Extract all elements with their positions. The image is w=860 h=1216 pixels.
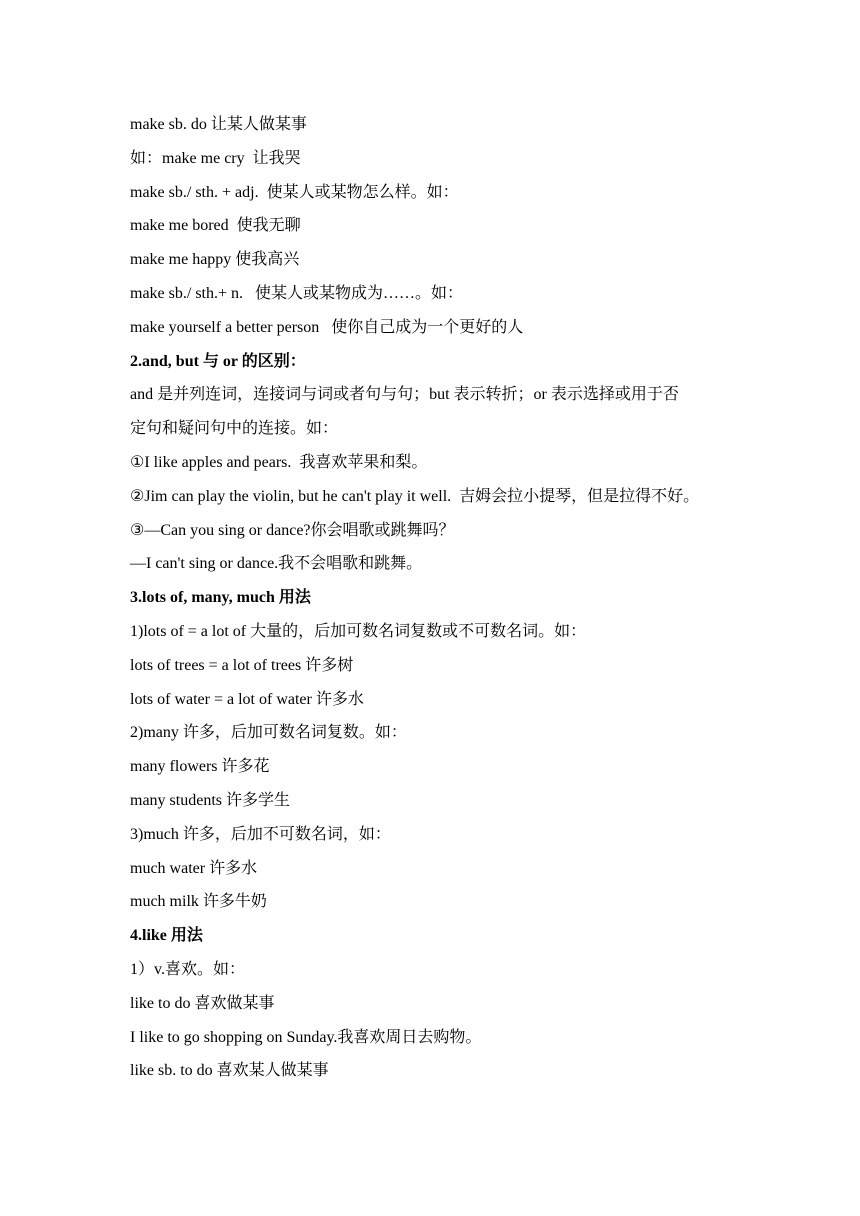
text-line: —I can't sing or dance.我不会唱歌和跳舞。 [130,555,423,573]
text-line: ②Jim can play the violin, but he can't play it well. 吉姆会拉小提琴，但是拉得不好。 [130,487,700,505]
text-line: lots of trees = a lot of trees 许多树 [130,656,354,674]
text-line: make yourself a better person 使你自己成为一个更好的人 [130,318,524,336]
text-line: make sb./ sth. + adj. 使某人或某物怎么样。如： [130,183,459,201]
text-line: ①I like apples and pears. 我喜欢苹果和梨。 [130,453,428,471]
text-line: 定句和疑问句中的连接。如： [130,420,339,438]
text-line: many students 许多学生 [130,791,290,809]
text-line: lots of water = a lot of water 许多水 [130,690,364,708]
text-line: 1)lots of = a lot of 大量的，后加可数名词复数或不可数名词。如： [130,622,587,640]
text-line: 2)many 许多，后加可数名词复数。如： [130,724,407,742]
text-line: 1）v.喜欢。如： [130,960,245,978]
document-body [130,108,750,1088]
text-line: make sb./ sth.+ n. 使某人或某物成为……。如： [130,284,464,302]
section-heading: 4.like 用法 [130,927,203,945]
text-line: many flowers 许多花 [130,758,270,776]
section-heading: 3.lots of, many, much 用法 [130,589,311,607]
text-line: ③—Can you sing or dance?你会唱歌或跳舞吗？ [130,521,455,539]
text-line: I like to go shopping on Sunday.我喜欢周日去购物。 [130,1028,482,1046]
section-heading: 2.and, but 与 or 的区别： [130,352,306,370]
text-line: make sb. do 让某人做某事 [130,116,307,133]
text-line: much water 许多水 [130,859,258,877]
text-line: like to do 喜欢做某事 [130,994,275,1012]
text-line: 3)much 许多，后加不可数名词，如： [130,825,391,843]
text-line: much milk 许多牛奶 [130,893,267,911]
text-line: like sb. to do 喜欢某人做某事 [130,1062,329,1080]
text-line: and 是并列连词，连接词与词或者句与句；but 表示转折；or 表示选择或用于否 [130,386,679,404]
text-line: make me happy 使我高兴 [130,251,300,269]
text-line: make me bored 使我无聊 [130,217,301,235]
text-line: 如：make me cry 让我哭 [130,149,301,167]
